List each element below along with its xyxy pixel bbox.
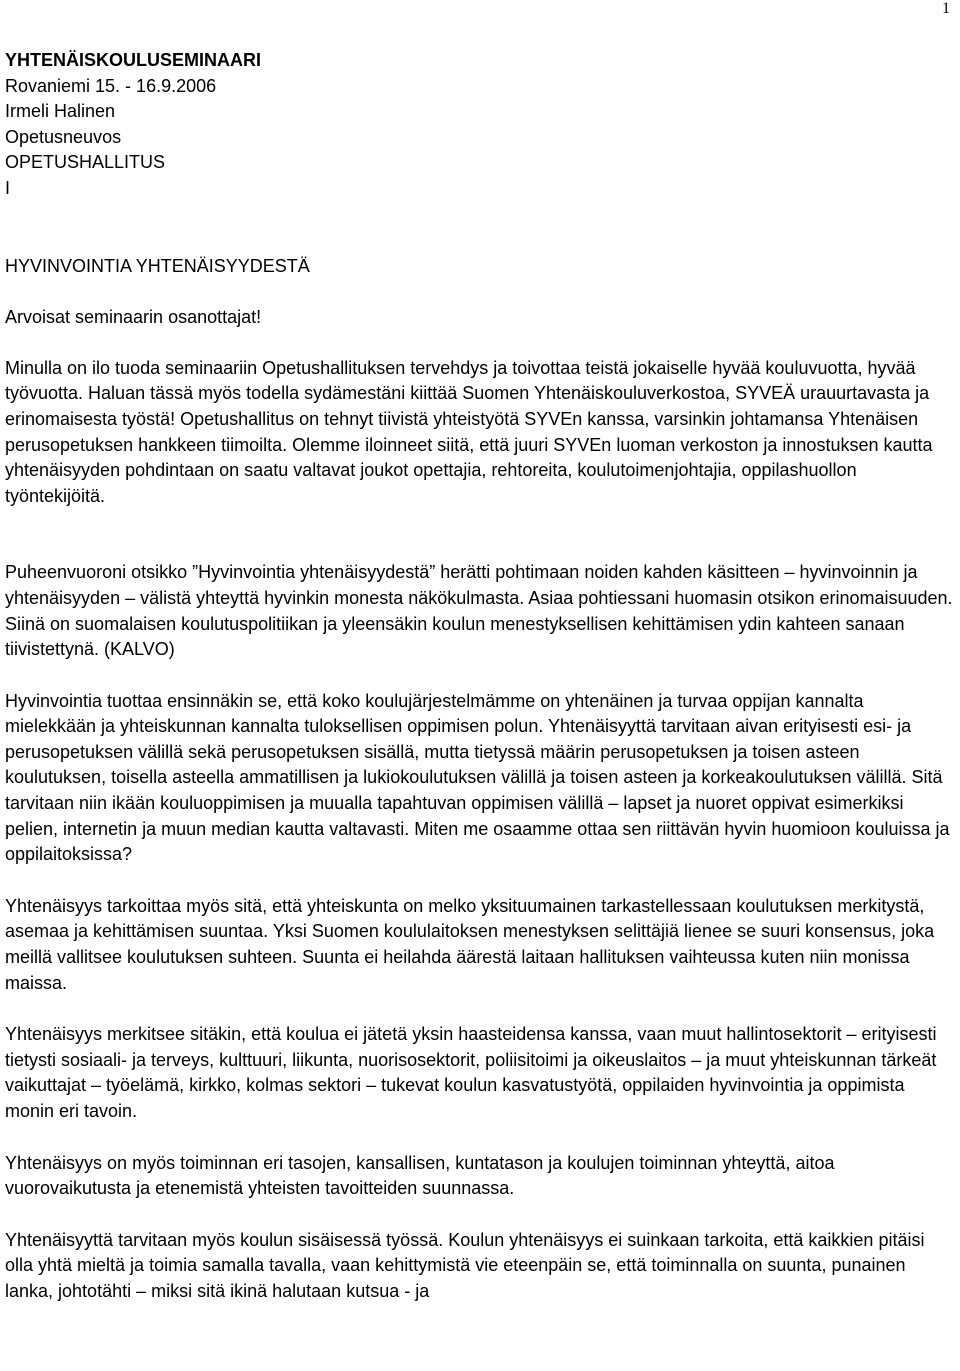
paragraph-7: Yhtenäisyyttä tarvitaan myös koulun sisäisessä työssä. Koulun yhtenäisyys ei suinkaan tarkoita, että kaikkien pitäisi olla yhtä mieltä ja toimia samalla tavalla, vaan kehittymistä vie eteenpäin se, että toiminnalla on suunta, punainen lanka, johtotähti – miksi sitä ikinä halutaan kutsua - ja [5, 1229, 925, 1301]
header-marker: I [5, 177, 11, 198]
document-header [5, 48, 957, 202]
author-name: Irmeli Halinen [5, 101, 116, 122]
page-number: 1 [942, 0, 950, 17]
seminar-title: YHTENÄISKOULUSEMINAARI [5, 50, 262, 70]
place-date: Rovaniemi 15. - 16.9.2006 [5, 75, 217, 96]
paragraph-2: Puheenvuoroni otsikko ”Hyvinvointia yhtenäisyydestä” herätti pohtimaan noiden kahden käsitteen – hyvinvoinnin ja yhtenäisyyden – välistä yhteyttä hyvinkin monesta näkökulmasta. Asiaa pohtiessani huomasin otsikon erinomaisuuden. Siinä on suomalaisen koulutuspolitiikan ja yleensäkin koulun menestyksellisen kehittämisen ydin kahteen sanaan tiivistettynä. (KALVO) [5, 562, 953, 660]
greeting: Arvoisat seminaarin osanottajat! [5, 307, 262, 328]
paragraph-3: Hyvinvointia tuottaa ensinnäkin se, että koko koulujärjestelmämme on yhtenäinen ja turvaa oppijan kannalta mielekkään ja yhteiskunnan kannalta tuloksellisen oppimisen polun. Yhtenäisyyttä tarvitaan aivan erityisesti esi- ja perusopetuksen välillä sekä perusopetuksen sisällä, mutta tietyssä määrin perusopetuksen ja toisen asteen koulutuksen, toisella asteella ammatillisen ja lukiokoulutuksen välillä ja toisen asteen ja korkeakoulutuksen välillä. Sitä tarvitaan niin ikään kouluoppimisen ja muualla tapahtuvan oppimisen välillä – lapset ja nuoret oppivat esimerkiksi pelien, internetin ja muun median kautta valtavasti. Miten me osaamme ottaa sen riittävän hyvin huomioon kouluissa ja oppilaitoksissa? [5, 690, 950, 865]
paragraph-4: Yhtenäisyys tarkoittaa myös sitä, että yhteiskunta on melko yksituumainen tarkastellessaan koulutuksen merkitystä, asemaa ja kehittämisen suuntaa. Yksi Suomen koululaitoksen menestyksen selittäjiä lienee se suuri konsensus, joka meillä vallitsee koulutuksen suhteen. Suunta ei heilahda äärestä laitaan hallituksen vaihteussa kuten niin monissa maissa. [5, 895, 935, 993]
organization: OPETUSHALLITUS [5, 152, 166, 173]
author-role: Opetusneuvos [5, 126, 122, 147]
paragraph-1: Minulla on ilo tuoda seminaariin Opetushallituksen tervehdys ja toivottaa teistä jokaiselle hyvää kouluvuotta, hyvää työvuotta. Haluan tässä myös todella sydämestäni kiittää Suomen Yhtenäiskouluverkostoa, SYVEÄ urauurtavasta ja erinomaisesta työstä! Opetushallitus on tehnyt tiivistä yhteistyötä SYVEn kanssa, varsinkin johtamansa Yhtenäisen perusopetuksen hankkeen tiimoilta. Olemme iloinneet siitä, että juuri SYVEn luoman verkoston ja innostuksen kautta yhtenäisyyden pohdintaan on saatu valtavat joukot opettajia, rehtoreita, koulutoimenjohtajia, oppilashuollon työntekijöitä. [5, 357, 933, 506]
paragraph-6: Yhtenäisyys on myös toiminnan eri tasojen, kansallisen, kuntatason ja koulujen toiminnan yhteyttä, aitoa vuorovaikutusta ja etenemistä yhteisten tavoitteiden suunnassa. [5, 1152, 835, 1199]
document-body [5, 48, 957, 1305]
speech-title: HYVINVOINTIA YHTENÄISYYDESTÄ [5, 255, 310, 276]
paragraph-5: Yhtenäisyys merkitsee sitäkin, että koulua ei jätetä yksin haasteidensa kanssa, vaan muut hallintosektorit – erityisesti tietysti sosiaali- ja terveys, kulttuuri, liikunta, nuorisosektorit, poliisitoimi ja oikeuslaitos – ja muut yhteiskunnan tärkeät vaikuttajat – työelämä, kirkko, kolmas sektori – tukevat koulun kasvatustyötä, oppilaiden hyvinvointia ja oppimista monin eri tavoin. [5, 1024, 937, 1121]
